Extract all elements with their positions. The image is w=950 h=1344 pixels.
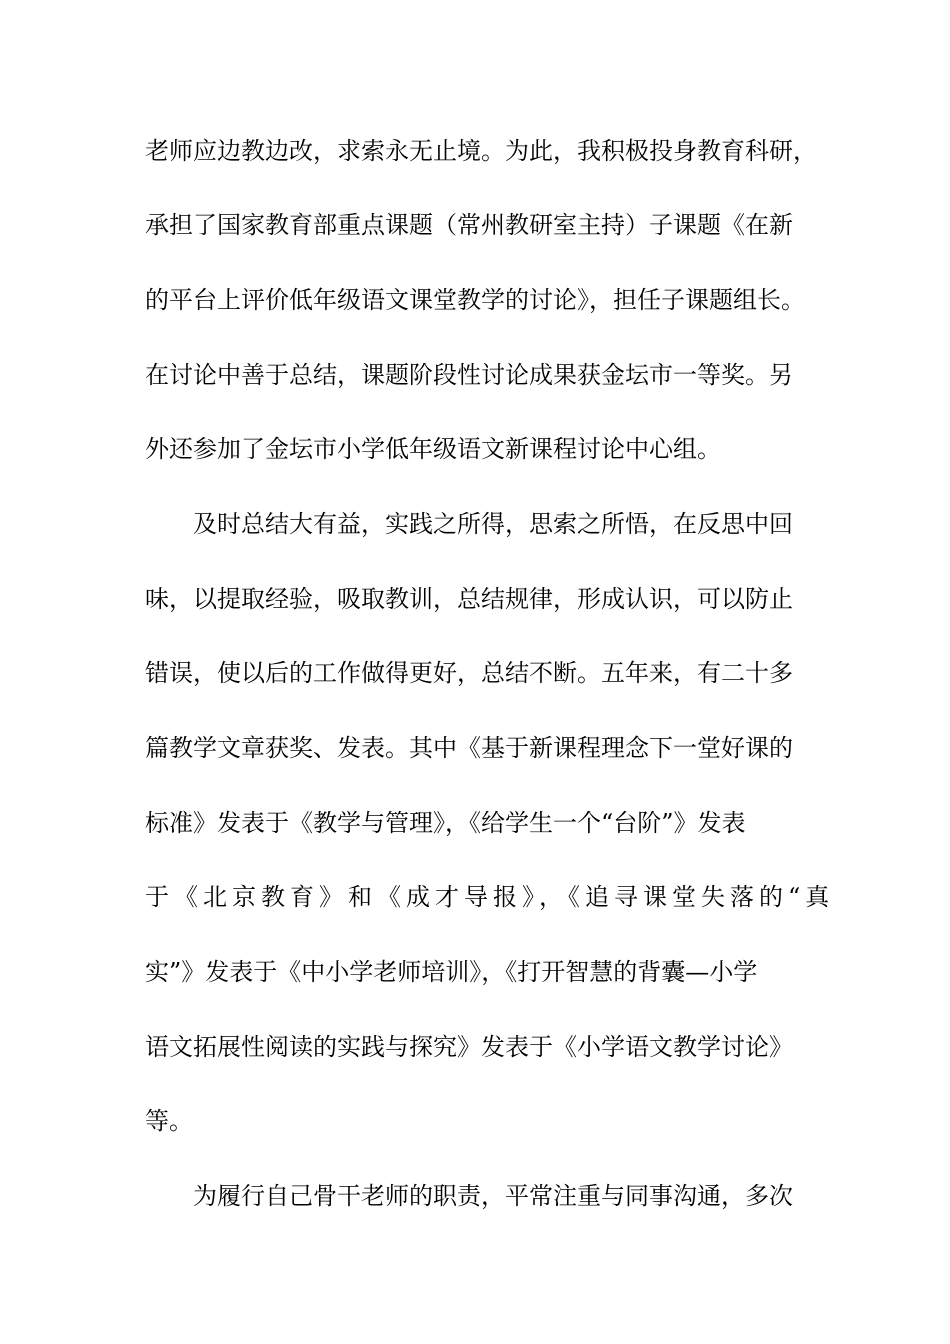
- text-line: 标准》发表于《教学与管理》，《给学生一个“台阶”》发表: [145, 809, 746, 837]
- text-line: 错误，使以后的工作做得更好，总结不断。五年来，有二十多: [145, 659, 793, 687]
- text-line: 承担了国家教育部重点课题（常州教研室主持）子课题《在新: [145, 211, 793, 239]
- text-line: 语文拓展性阅读的实践与探究》发表于《小学语文教学讨论》: [145, 1033, 793, 1061]
- text-line: 的平台上评价低年级语文课堂教学的讨论》，担任子课题组长。: [145, 286, 805, 314]
- text-line: 等。: [145, 1107, 193, 1135]
- text-line: 老师应边教边改，求索永无止境。为此，我积极投身教育科研，: [145, 137, 817, 165]
- paragraph-first-line: 及时总结大有益，实践之所得，思索之所悟，在反思中回: [193, 510, 793, 538]
- text-line: 实”》发表于《中小学老师培训》，《打开智慧的背囊—小学: [145, 958, 758, 986]
- text-line: 在讨论中善于总结，课题阶段性讨论成果获金坛市一等奖。另: [145, 361, 793, 389]
- text-line: 味，以提取经验，吸取教训，总结规律，形成认识，可以防止: [145, 585, 793, 613]
- text-line: 外还参加了金坛市小学低年级语文新课程讨论中心组。: [145, 435, 721, 463]
- text-line: 篇教学文章获奖、发表。其中《基于新课程理念下一堂好课的: [145, 734, 793, 762]
- paragraph-first-line: 为履行自己骨干老师的职责，平常注重与同事沟通，多次: [193, 1182, 793, 1210]
- text-line: 于《北京教育》和《成才导报》，《追寻课堂失落的“真: [145, 883, 835, 911]
